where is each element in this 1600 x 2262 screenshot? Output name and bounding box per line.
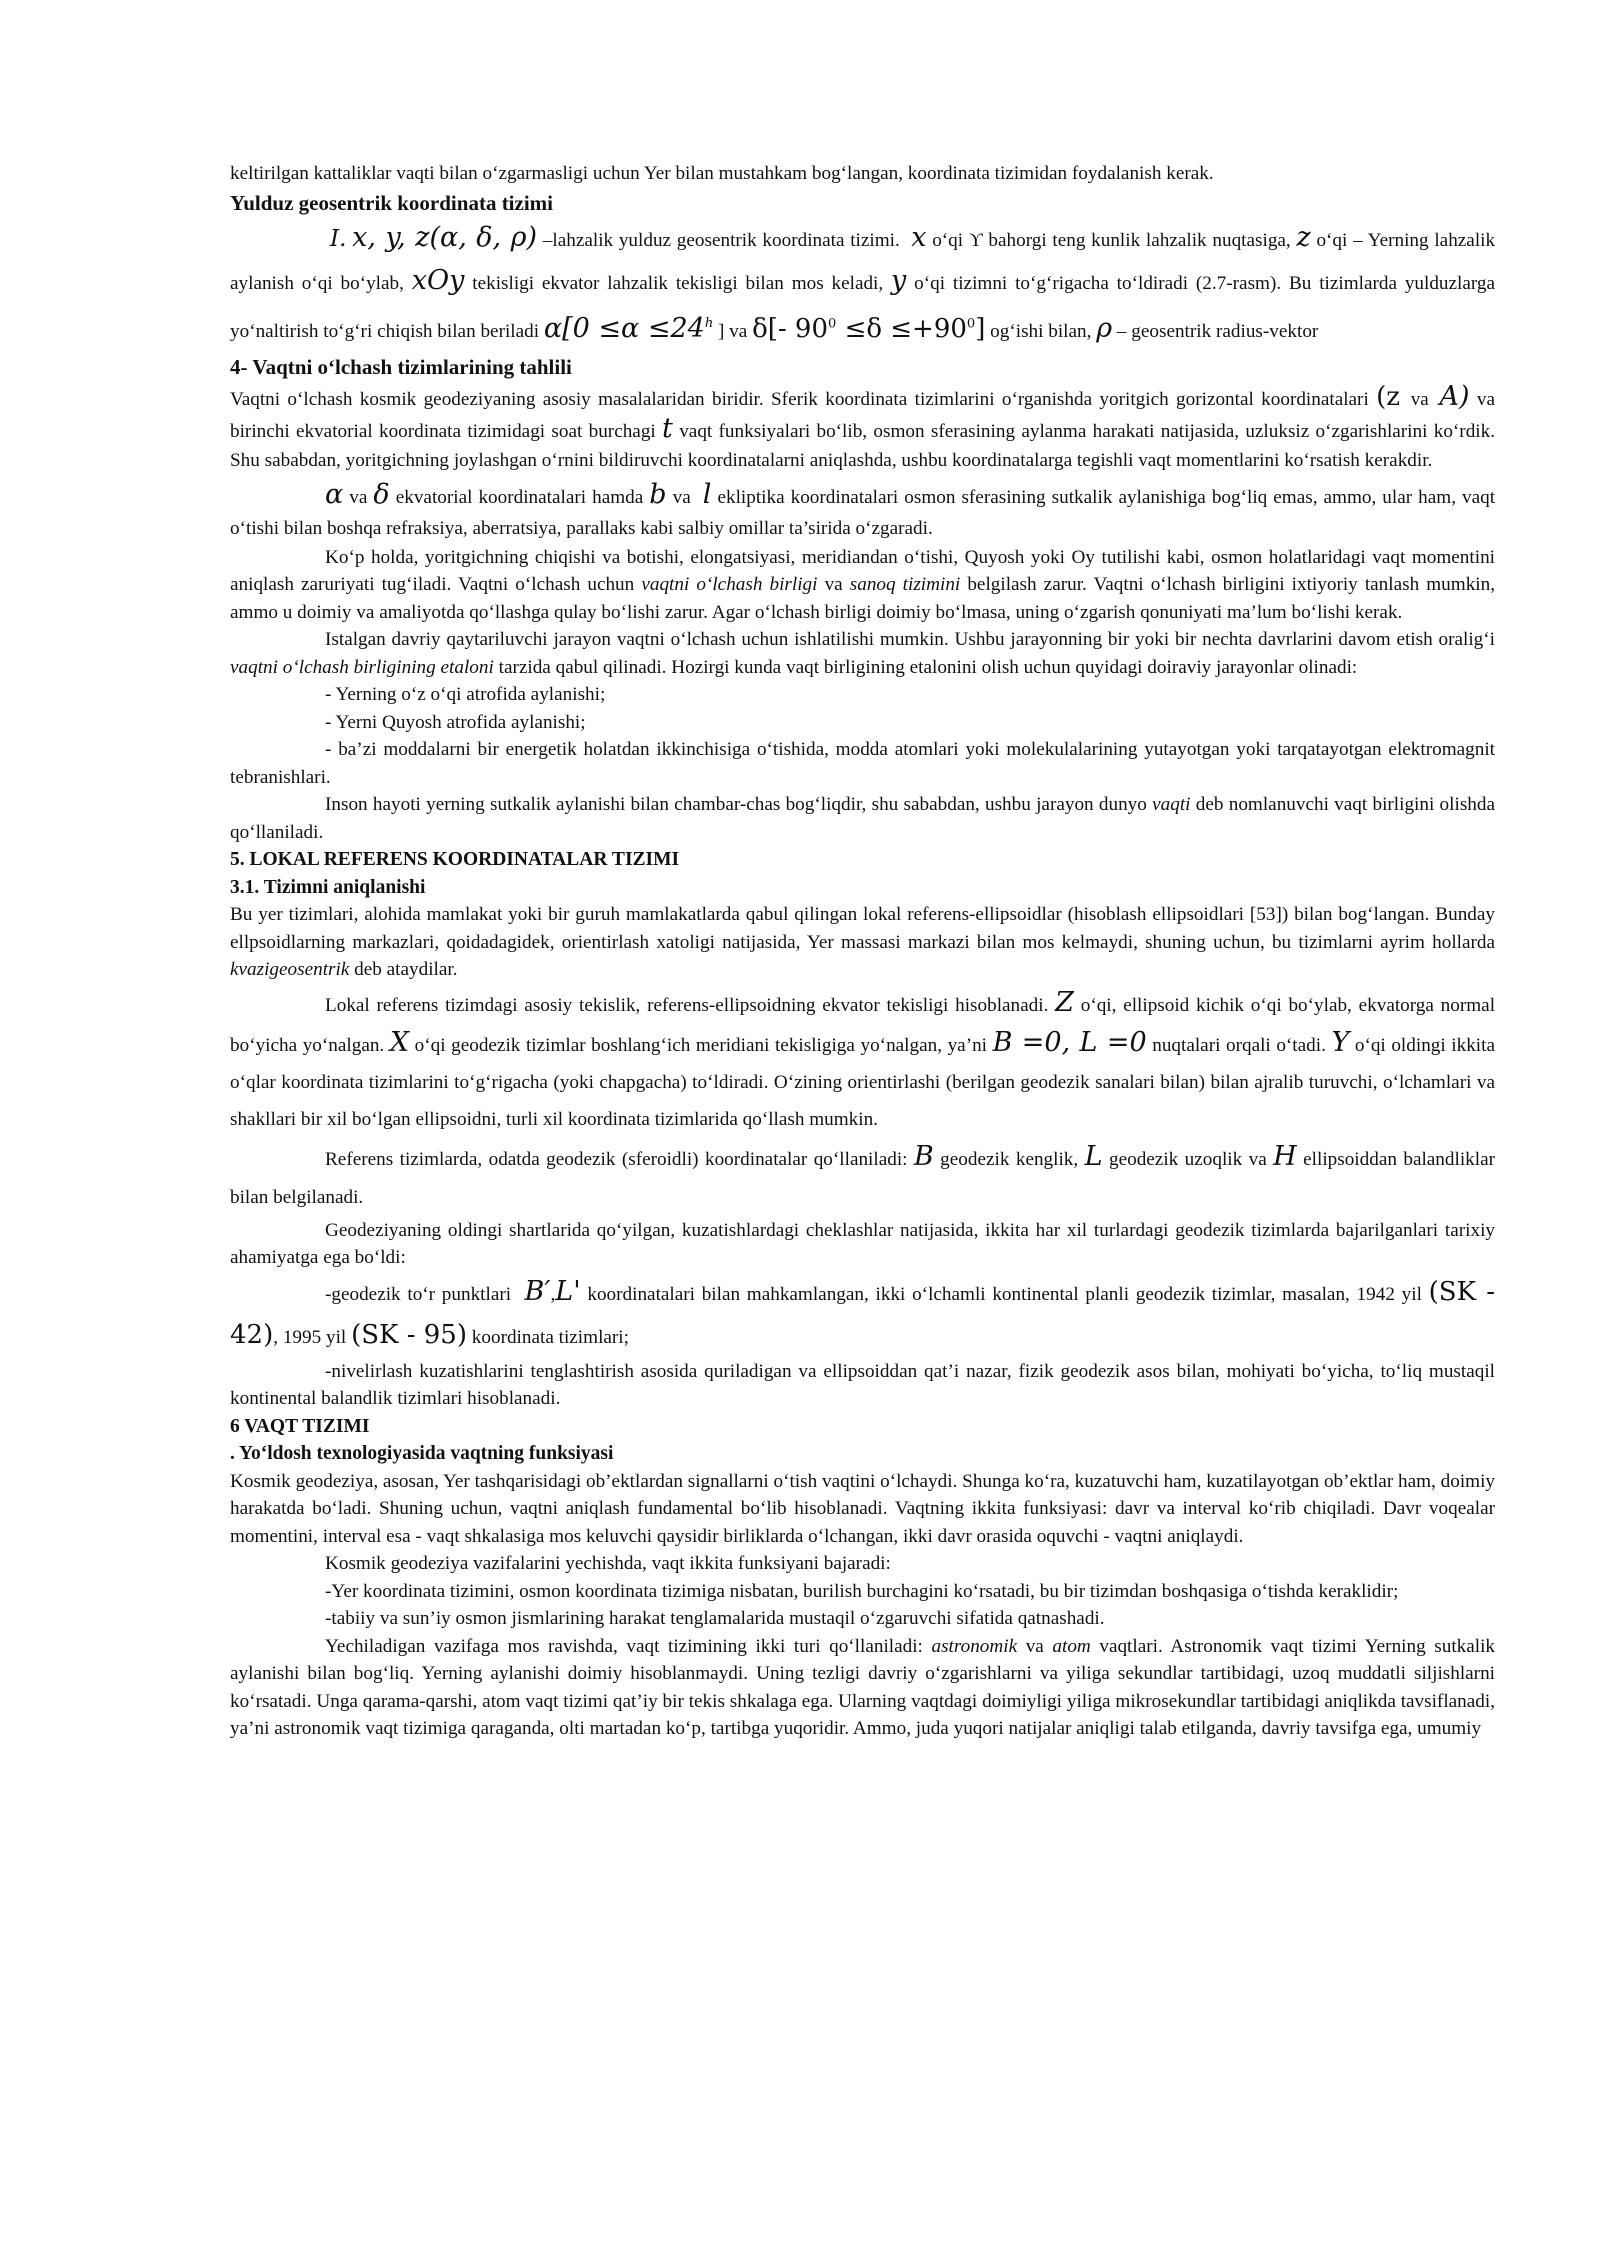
- formula-xOy: xOy: [411, 264, 465, 296]
- paragraph-time-system-1: Kosmik geodeziya, asosan, Yer tashqarisidagi ob’ektlardan signallarni o‘tish vaqtini o‘lchaydi. Shunga ko‘ra, kuzatuvchi ham, kuzatilayotgan ob’ektlar ham, doimiy harakatda bo‘ladi. Shuning uchun, vaqtni aniqlash fundamental bo‘lib hisoblanadi. Vaqtning ikkita funksiyasi: davr va interval ko‘rib chiqiladi. Davr voqealar momentini, interval esa - vaqt shkalasiga mos keluvchi qaysidir birliklarda o‘lchangan, ikki davr orasida oquvchi - vaqtni aniqlaydi.: [230, 1470, 1495, 1547]
- paragraph-local-5: -geodezik to‘r punktlari B′,L' koordinatalari bilan mahkamlangan, ikki o‘lchamli kontinental planli geodezik tizimlar, masalan, 1942 yil (SK - 42), 1995 yil (SK - 95) koordinata tizimlari;: [230, 1275, 1495, 1350]
- formula-B0-L0: B =0, L =0: [992, 1026, 1147, 1058]
- paragraph-time-1: Vaqtni o‘lchash kosmik geodeziyaning asosiy masalalaridan biridir. Sferik koordinata tizimlarini o‘rganishda yoritgich gorizontal koordinatalari (z va A) va birinchi ekvatorial koordinata tizimidagi soat burchagi t vaqt funksiyalari bo‘lib, osmon sferasining aylanma harakati natijasida, uzluksiz o‘zgarishlarini ko‘rdik. Shu sababdan, yoritgichning joylashgan o‘rnini bildiruvchi koordinatalarni aniqlashda, ushbu koordinatalarga tegishli vaqt momentlarini ko‘rsatish kerakdir.: [230, 380, 1496, 471]
- formula-SK95: (SK - 95): [351, 1319, 467, 1350]
- formula-l: l: [702, 478, 712, 510]
- paragraph-local-1: Bu yer tizimlari, alohida mamlakat yoki bir guruh mamlakatlarda qabul qilingan lokal referens-ellipsoidlar (hisoblash ellipsoidlari [53]) bilan bog‘langan. Bunday ellpsoidlarning markazlari, qoidadagidek, orientirlash xatoligi natijasida, Yer massasi markazi bilan mos kelmaydi, shuning uchun, bu tizimlarni ayrim hollarda kvazigeosentrik deb ataydilar.: [230, 904, 1495, 980]
- paragraph-time-system-4: -tabiiy va sun’iy osmon jismlarining harakat tenglamalarida mustaqil o‘zgaruvchi sifatida qatnashadi.: [325, 1608, 1105, 1629]
- formula-xyz: x, y, z(α, δ, ρ): [352, 221, 538, 253]
- formula-B-prime: B′: [524, 1275, 551, 1307]
- formula-delta: δ: [373, 478, 390, 510]
- formula-t: t: [662, 412, 673, 444]
- formula-H: H: [1273, 1140, 1297, 1172]
- list-item: - ba’zi moddalarni bir energetik holatdan ikkinchisiga o‘tishida, modda atomlari yoki molekulalarining yutayotgan yoki tarqatayotgan elektromagnit tebranishlari.: [230, 739, 1495, 788]
- paragraph-time-5: Inson hayoti yerning sutkalik aylanishi bilan chambar-chas bog‘liqdir, shu sababdan, ushbu jarayon dunyo vaqti deb nomlanuvchi vaqt birligini olishda qo‘llaniladi.: [230, 794, 1495, 843]
- formula-SK42: (SK - 42): [230, 1276, 1495, 1350]
- paragraph-time-system-5: Yechiladigan vazifaga mos ravishda, vaqt tizimining ikki turi qo‘llaniladi: astronomik va atom vaqtlari. Astronomik vaqt tizimi Yerning sutkalik aylanishi bilan bog‘liq. Yerning aylanishi doimiy hisoblanmaydi. Uning tezligi davriy o‘zgarishlarni va yiliga sekundlar tartibidagi, uzoq muddatli siljishlarni ko‘rsatadi. Unga qarama-qarshi, atom vaqt tizimi qat’iy bir tekis shkalaga ega. Ularning vaqtdagi doimiyligi yiliga mikrosekundlar tartibidagi aniqlikda tavsiflanadi, ya’ni astronomik vaqt tizimiga qaraganda, olti martadan ko‘p, tartibga yuqoridir. Ammo, juda yuqori natijalar aniqligi talab etilganda, davriy tavsifga ega, umumiy: [230, 1635, 1496, 1739]
- section-heading-time-system: 6 VAQT TIZIMI: [230, 1415, 370, 1437]
- paragraph-local-4: Geodeziyaning oldingi shartlarida qo‘yilgan, kuzatishlardagi cheklashlar natijasida, ikkita har xil turlardagi geodezik tizimlarda bajarilganlari tarixiy ahamiyatga ega bo‘ldi:: [230, 1219, 1495, 1268]
- paragraph-local-2: Lokal referens tizimdagi asosiy tekislik, referens-ellipsoidning ekvator tekisligi hisoblanadi. Z o‘qi, ellipsoid kichik o‘qi bo‘ylab, ekvatorga normal bo‘yicha yo‘nalgan. X o‘qi geodezik tizimlar boshlang‘ich meridiani tekisligiga yo‘nalgan, ya’ni B =0, L =0 nuqtalari orqali o‘tadi. Y o‘qi oldingi ikkita o‘qlar koordinata tizimlarini to‘g‘rigacha (yoki chapgacha) to‘ldiradi. O‘zining orientirlashi (berilgan geodezik sanalari bilan) bilan ajralib turuvchi, o‘lchamlari va shakllari bir xil bo‘lgan ellipsoidni, turli xil koordinata tizimlarida qo‘llash mumkin.: [230, 986, 1496, 1130]
- text-line: keltirilgan kattaliklar vaqti bilan o‘zgarmasligi uchun Yer bilan mustahkam bog‘langan, koordinata tizimidan foydalanish kerak.: [230, 163, 1214, 184]
- formula-delta-range: δ[- $90^0 \le\delta \le+90^0$]: [752, 313, 986, 344]
- formula-y: y: [891, 264, 907, 296]
- text: –lahzalik yulduz geosentrik koordinata tizimi.: [542, 229, 900, 251]
- formula-rho: ρ: [1096, 312, 1113, 344]
- text: – geosentrik radius-vektor: [1116, 320, 1319, 342]
- paragraph-time-4: Istalgan davriy qaytariluvchi jarayon vaqtni o‘lchash uchun ishlatilishi mumkin. Ushbu jarayonning bir yoki bir nechta davrlarini davom etish oralig‘i vaqtni o‘lchash birligining etaloni tarzida qabul qilinadi. Hozirgi kunda vaqt birligining etalonini olish uchun quyidagi doiraviy jarayonlar olinadi:: [230, 629, 1495, 678]
- formula-alpha: α: [325, 478, 344, 510]
- text: og‘ishi bilan,: [990, 320, 1092, 342]
- subsection-heading: 3.1. Tizimni aniqlanishi: [230, 876, 426, 898]
- section-heading-local-reference: 5. LOKAL REFERENS KOORDINATALAR TIZIMI: [230, 849, 680, 870]
- formula-Y: Y: [1331, 1026, 1350, 1058]
- formula-b: b: [649, 478, 667, 510]
- paragraph-time-2: α va δ ekvatorial koordinatalari hamda b va l ekliptika koordinatalari osmon sferasining sutkalik aylanishiga bog‘liq emas, ammo, ular ham, vaqt o‘tishi bilan boshqa refraksiya, aberratsiya, parallaks kabi salbiy omillar ta’sirida o‘zgaradi.: [230, 478, 1496, 539]
- paragraph-time-system-3: -Yer koordinata tizimini, osmon koordinata tizimiga nisbatan, burilish burchagini ko‘rsatadi, bu bir tizimdan boshqasiga o‘tishda keraklidir;: [325, 1580, 1399, 1602]
- list-item: - Yerning o‘z o‘qi atrofida aylanishi;: [325, 684, 606, 705]
- section-heading-time-measurement: 4- Vaqtni o‘lchash tizimlarining tahlili: [230, 354, 572, 379]
- formula-L-prime: L': [555, 1275, 581, 1307]
- formula-B: B: [913, 1140, 934, 1172]
- formula-x: x: [911, 221, 927, 253]
- formula-alpha-range: $\alpha[0 \le\alpha \le 24^h$: [543, 312, 714, 344]
- formula-I: I.: [330, 225, 347, 252]
- formula-X: X: [389, 1026, 410, 1058]
- document-page: [230, 160, 1495, 1743]
- text: ] va: [717, 320, 748, 342]
- paragraph-local-6: -nivelirlash kuzatishlarini tenglashtirish asosida quriladigan va ellipsoiddan qat’i nazar, fizik geodezik asos bilan, mohiyati bo‘yicha, to‘liq mustaqil kontinental balandlik tizimlari hisoblanadi.: [230, 1360, 1495, 1409]
- formula-zA: (z va A): [1376, 380, 1470, 412]
- paragraph-time-system-2: Kosmik geodeziya vazifalarini yechishda, vaqt ikkita funksiyani bajaradi:: [325, 1553, 891, 1574]
- paragraph-time-3: Ko‘p holda, yoritgichning chiqishi va botishi, elongatsiyasi, meridiandan o‘tishi, Quyosh yoki Oy tutilishi kabi, osmon holatlaridagi vaqt momentini aniqlash zaruriyati tug‘iladi. Vaqtni o‘lchash uchun vaqtni o‘lchash birligi va sanoq tizimini belgilash zarur. Vaqtni o‘lchash birligini ixtiyoriy tanlash mumkin, ammo u doimiy va amaliyotda qo‘llashga qulay bo‘lishi zarur. Agar o‘lchash birligi doimiy bo‘lmasa, uning o‘zgarish qonuniyati ma’lum bo‘lishi kerak.: [230, 546, 1496, 623]
- subsection-heading: . Yo‘ldosh texnologiyasida vaqtning funksiyasi: [230, 1443, 614, 1464]
- text: o‘qi – Yerning lahzalik aylanish o‘qi bo‘ylab,: [230, 229, 1496, 294]
- text: o‘qi ϒ bahorgi teng kunlik lahzalik: [932, 229, 1207, 251]
- formula-L: L: [1084, 1140, 1103, 1172]
- paragraph-local-3: Referens tizimlarda, odatda geodezik (sferoidli) koordinatalar qo‘llaniladi: B geodezik kenglik, L geodezik uzoqlik va H ellipsoiddan balandliklar bilan belgilanadi.: [230, 1140, 1495, 1208]
- formula-Z: Z: [1055, 986, 1074, 1018]
- text: tekisligi ekvator lahzalik tekisligi bilan mos keladi,: [472, 272, 884, 294]
- list-item: - Yerni Quyosh atrofida aylanishi;: [325, 711, 586, 733]
- formula-z: z: [1296, 221, 1311, 253]
- text: o‘qi tizimni to‘g‘rigacha to‘ldiradi (2.7-rasm). Bu tizimlarda yulduzlarga yo‘naltirish to‘g‘ri chiqish bilan beriladi: [230, 272, 1496, 342]
- paragraph-geocentric: [230, 218, 1495, 352]
- text: nuqtasiga,: [1212, 229, 1291, 251]
- section-heading-geocentric: Yulduz geosentrik koordinata tizimi: [230, 190, 553, 215]
